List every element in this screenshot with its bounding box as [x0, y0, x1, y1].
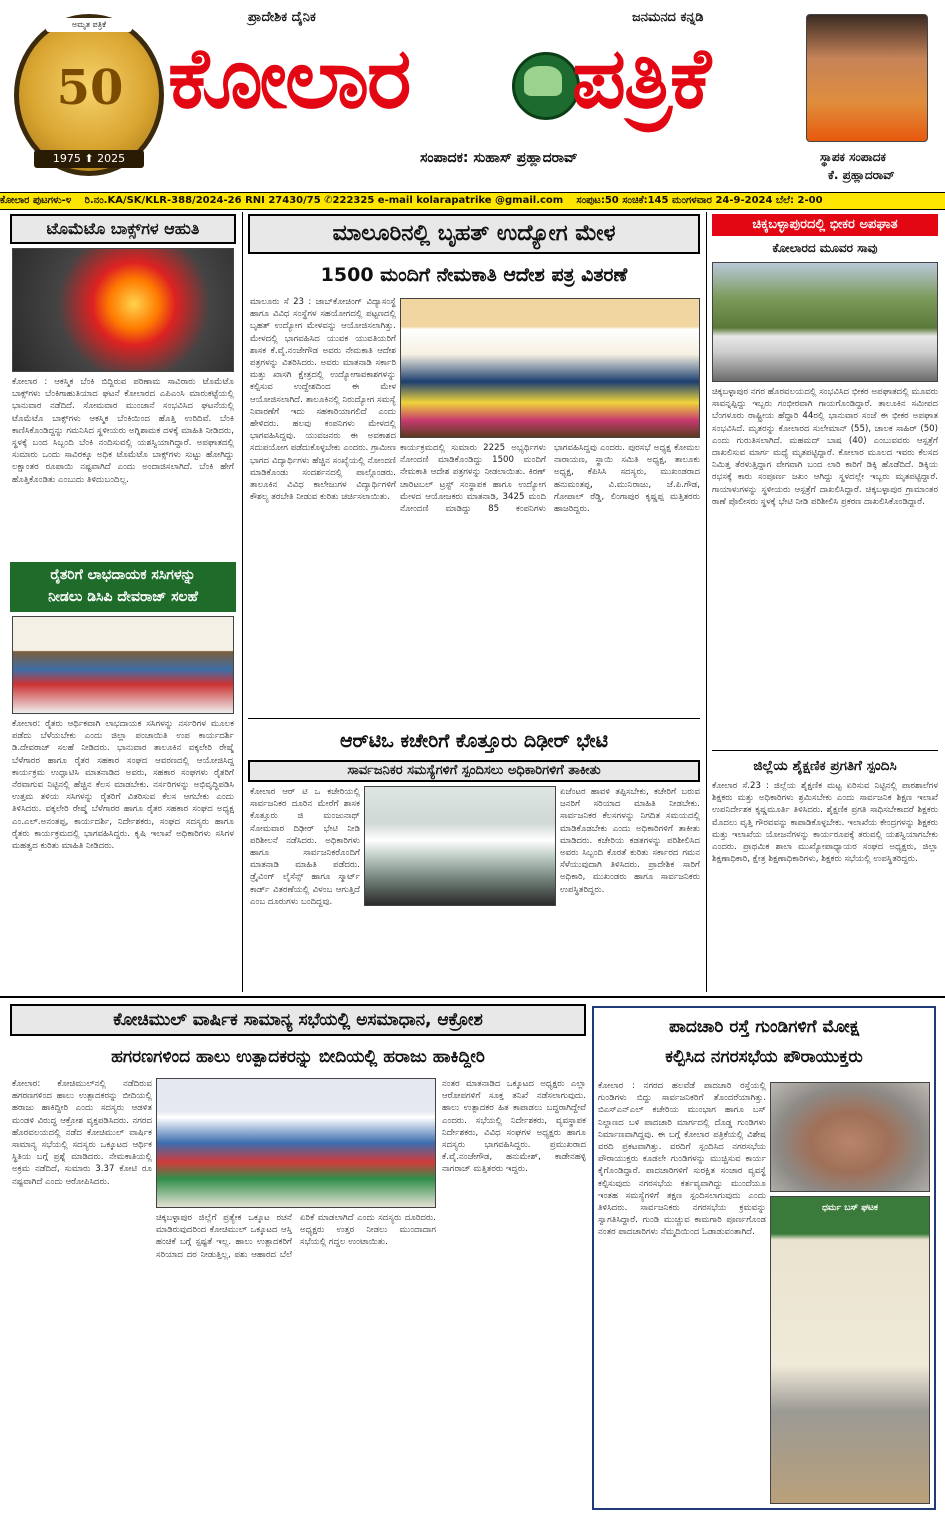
- logo-top-text: ಅಮೃತ ಪತ್ರಿಕೆ: [46, 18, 132, 32]
- mela-headline: ಮಾಲೂರಿನಲ್ಲಿ ಬೃಹತ್ ಉದ್ಯೋಗ ಮೇಳ: [248, 214, 700, 254]
- accident-subhead: ಕೋಲಾರದ ಮೂವರ ಸಾವು: [772, 241, 878, 255]
- tomato-body: ಕೋಲಾರ : ಆಕಸ್ಮಿಕ ಬೆಂಕಿ ಬಿದ್ದಿರುವ ಪರಿಣಾಮ ಸಾವಿರಾರು ಟೊಮೆಟೊ ಬಾಕ್ಸ್‌ಗಳು ಬೆಂಕಿಗಾಹುತಿಯಾದ ಘಟನೆ ಕೋಲಾರದ ಎಪಿಎಂಸಿ ಮಾರುಕಟ್ಟೆಯಲ್ಲಿ ಭಾನುವಾರ ನಡೆದಿದೆ. ಸೋಮವಾರ ಮುಂಜಾನೆ ಸಂಭವಿಸಿದ ಘಟನೆಯಲ್ಲಿ ಟೊಮೆಟೊ ಬಾಕ್ಸ್‌ಗಳು ಆಕಸ್ಮಿಕ ಬೆಂಕಿಯಿಂದ ಹೊತ್ತಿ ಉರಿದಿವೆ. ಬೆಂಕಿ ಕಾಣಿಸಿಕೊಂಡಿದ್ದನ್ನು ಗಮನಿಸಿದ ಸ್ಥಳೀಯರು ಅಗ್ನಿಶಾಮಕ ದಳಕ್ಕೆ ಮಾಹಿತಿ ನೀಡಿದರು, ಸ್ಥಳಕ್ಕೆ ಬಂದ ಸಿಬ್ಬಂದಿ ಬೆಂಕಿ ನಂದಿಸುವಲ್ಲಿ ಯಶಸ್ವಿಯಾಗಿದ್ದಾರೆ. ಅಪಘಾತದಲ್ಲಿ ಸುಮಾರು ಒಂದು ಸಾವಿರಕ್ಕೂ ಅಧಿಕ ಟೊಮೆಟೊ ಬಾಕ್ಸ್‌ಗಳು ಸುಟ್ಟು ಹೋಗಿದ್ದು ಲಕ್ಷಾಂತರ ರೂಪಾಯಿ ನಷ್ಟವಾಗಿದೆ ಎಂದು ಅಂದಾಜಿಸಲಾಗಿದೆ. ಬೆಂಕಿ ಹೇಗೆ ಹೊತ್ತಿಕೊಂಡಿತು ಎಂಬುದು ತಿಳಿದುಬಂದಿಲ್ಲ.: [12, 377, 234, 485]
- farmers-body: ಕೋಲಾರ: ರೈತರು ಆರ್ಥಿಕವಾಗಿ ಲಾಭದಾಯಕ ಸಸಿಗಳನ್ನು ನರ್ಸರಿಗಳ ಮೂಲಕ ಪಡೆದು ಬೆಳೆಯಬೇಕು ಎಂದು ಜಿಲ್ಲಾ ಪಂಚಾಯಿತಿ ಉಪ ಕಾರ್ಯದರ್ಶಿ ಡಿ.ದೇವರಾಜ್ ಸಲಹೆ ನೀಡಿದರು. ಭಾನುವಾರ ತಾಲೂಕಿನ ವಕ್ಕಲೇರಿ ರೇಷ್ಮೆ ಬೆಳೆಗಾರರ ಹಾಗೂ ರೈತರ ಸಹಕಾರ ಸಂಘದ ಆವರಣದಲ್ಲಿ ಆಯೋಜಿಸಿದ್ದ ಕಾರ್ಯಕ್ರಮ ಉದ್ಘಾಟಿಸಿ ಮಾತನಾಡಿದ ಅವರು, ಸಹಕಾರ ಸಂಘಗಳು ರೈತರಿಗೆ ನೆರವಾಗುವ ನಿಟ್ಟಿನಲ್ಲಿ ಹೆಚ್ಚಿನ ಕೆಲಸ ಮಾಡಬೇಕು. ನರ್ಸರಿಗಳನ್ನು ಅಭಿವೃದ್ಧಿಪಡಿಸಿ ಉತ್ತಮ ತಳಿಯ ಸಸಿಗಳನ್ನು ರೈತರಿಗೆ ವಿತರಿಸುವ ಕೆಲಸ ಆಗಬೇಕು ಎಂದು ತಿಳಿಸಿದರು. ವಕ್ಕಲೇರಿ ರೇಷ್ಮೆ ಬೆಳೆಗಾರರ ಹಾಗೂ ರೈತರ ಸಹಕಾರ ಸಂಘದ ಅಧ್ಯಕ್ಷ ಎಂ.ಎಲ್.ಅನಂತಪ್ಪ, ಕಾರ್ಯದರ್ಶಿ, ನಿರ್ದೇಶಕರು, ಸಂಘದ ಸದಸ್ಯರು ಹಾಗೂ ರೈತರು ಕಾರ್ಯಕ್ರಮದಲ್ಲಿ ಭಾಗವಹಿಸಿದ್ದರು. ಕೃಷಿ ಇಲಾಖೆ ಅಧಿಕಾರಿಗಳು ಸಸಿಗಳ ಮಹತ್ವದ ಕುರಿತು ಮಾಹಿತಿ ನೀಡಿದರು.: [12, 719, 234, 852]
- rto-subhead: ಸಾರ್ವಜನಿಕರ ಸಮಸ್ಯೆಗಳಿಗೆ ಸ್ಪಂದಿಸಲು ಅಧಿಕಾರಿಗಳಿಗೆ ತಾಕೀತು: [248, 760, 700, 782]
- tomato-headline: ಟೊಮೆಟೊ ಬಾಕ್ಸ್‌ಗಳ ಆಹುತಿ: [10, 214, 236, 244]
- logo-years: 1975 ⬆ 2025: [34, 150, 144, 168]
- farmers-headline-line1: ರೈತರಿಗೆ ಲಾಭದಾಯಕ ಸಸಿಗಳನ್ನು: [50, 567, 196, 583]
- mela-body-left: ಮಾಲೂರು ಸೆ 23 : ಜಾಬ್‌ಕೋಚಿಂಗ್ ವಿದ್ಯಾಸಂಸ್ಥೆ ಹಾಗೂ ವಿವಿಧ ಸಂಸ್ಥೆಗಳ ಸಹಯೋಗದಲ್ಲಿ ಪಟ್ಟಣದಲ್ಲಿ ಬೃಹತ್ ಉದ್ಯೋಗ ಮೇಳವನ್ನು ಆಯೋಜಿಸಲಾಗಿತ್ತು. ಮೇಳದಲ್ಲಿ ಭಾಗವಹಿಸಿದ ಯುವಕ ಯುವತಿಯರಿಗೆ ಶಾಸಕ ಕೆ.ವೈ.ನಂಜೇಗೌಡ ಅವರು ನೇಮಕಾತಿ ಆದೇಶ ಪತ್ರಗಳನ್ನು ವಿತರಿಸಿದರು. ಅವರು ಮಾತನಾಡಿ ಸರ್ಕಾರಿ ಮತ್ತು ಖಾಸಗಿ ಕ್ಷೇತ್ರದಲ್ಲಿ ಉದ್ಯೋಗಾವಕಾಶಗಳನ್ನು ಕಲ್ಪಿಸುವ ಉದ್ದೇಶದಿಂದ ಈ ಮೇಳ ಆಯೋಜಿಸಲಾಗಿದೆ. ತಾಲೂಕಿನಲ್ಲಿ ನಿರುದ್ಯೋಗ ಸಮಸ್ಯೆ ನಿವಾರಣೆಗೆ ಇದು ಸಹಕಾರಿಯಾಗಲಿದೆ ಎಂದು ಹೇಳಿದರು. ಹಲವು ಕಂಪನಿಗಳು ಮೇಳದಲ್ಲಿ ಭಾಗವಹಿಸಿದ್ದವು. ಯುವಜನರು ಈ ಅವಕಾಶದ ಸದುಪಯೋಗ ಪಡೆದುಕೊಳ್ಳಬೇಕು ಎಂದರು. ಗ್ರಾಮೀಣ ಭಾಗದ ವಿದ್ಯಾರ್ಥಿಗಳು ಹೆಚ್ಚಿನ ಸಂಖ್ಯೆಯಲ್ಲಿ ನೋಂದಣಿ ಮಾಡಿಕೊಂಡು ಸಂದರ್ಶನದಲ್ಲಿ ಪಾಲ್ಗೊಂಡರು. ತಾಲೂಕಿನ ವಿವಿಧ ಕಾಲೇಜುಗಳ ವಿದ್ಯಾರ್ಥಿಗಳಿಗೆ ಕೌಶಲ್ಯ ತರಬೇತಿ ನೀಡುವ ಕುರಿತು ಚರ್ಚಿಸಲಾಯಿತು.: [250, 297, 396, 503]
- masthead: [0, 0, 945, 192]
- accident-headline: ಚಿಕ್ಕಬಳ್ಳಾಪುರದಲ್ಲಿ ಭೀಕರ ಅಪಘಾತ: [712, 214, 938, 236]
- pages-count: ಕೋಲಾರ ಪುಟಗಳು-೪: [0, 195, 72, 206]
- fire-photo: [12, 248, 234, 372]
- kochimul-body-mid: ಚಿಕ್ಕಬಳ್ಳಾಪುರ ಜಿಲ್ಲೆಗೆ ಪ್ರತ್ಯೇಕ ಒಕ್ಕೂಟ ರಚನೆ ಮಾಡಿರುವುದರಿಂದ ಕೋಚಿಮುಲ್ ಒಕ್ಕೂಟದ ಆಸ್ತಿ ಹಂಚಿಕೆ ಬಗ್ಗೆ ಸ್ಪಷ್ಟತೆ ಇಲ್ಲ. ಹಾಲು ಉತ್ಪಾದಕರಿಗೆ ಸರಿಯಾದ ದರ ನೀಡುತ್ತಿಲ್ಲ, ಪಶು ಆಹಾರದ ಬೆಲೆ ಏರಿಕೆ ಮಾಡಲಾಗಿದೆ ಎಂದು ಸದಸ್ಯರು ದೂರಿದರು. ಅಧ್ಯಕ್ಷರು ಉತ್ತರ ನೀಡಲು ಮುಂದಾದಾಗ ಸಭೆಯಲ್ಲಿ ಗದ್ದಲ ಉಂಟಾಯಿತು.: [156, 1213, 436, 1260]
- founder-photo: [806, 14, 928, 142]
- rto-headline: ಆರ್‌ಟಿಒ ಕಚೇರಿಗೆ ಕೊತ್ತೂರು ದಿಢೀರ್ ಭೇಟಿ: [339, 730, 609, 752]
- subtitle-left: ಪ್ರಾದೇಶಿಕ ದೈನಿಕ: [248, 10, 316, 25]
- registration-line: ರಿ.ನಂ.KA/SK/KLR-388/2024-26 RNI 27430/75 ✆222325 e-mail kolarapatrike @gmail.com: [84, 195, 564, 206]
- farmers-headline-line2: ನೀಡಲು ಡಿಸಿಪಿ ದೇವರಾಜ್ ಸಲಹೆ: [48, 589, 198, 605]
- founder-name: ಕೆ. ಪ್ರಹ್ಲಾದರಾವ್: [828, 168, 895, 182]
- rto-body-right: ಏಜೆಂಟರ ಹಾವಳಿ ತಪ್ಪಿಸಬೇಕು, ಕಚೇರಿಗೆ ಬರುವ ಜನರಿಗೆ ಸರಿಯಾದ ಮಾಹಿತಿ ನೀಡಬೇಕು. ಸಾರ್ವಜನಿಕರ ಕೆಲಸಗಳನ್ನು ನಿಗದಿತ ಸಮಯದಲ್ಲಿ ಮಾಡಿಕೊಡಬೇಕು ಎಂದು ಅಧಿಕಾರಿಗಳಿಗೆ ತಾಕೀತು ಮಾಡಿದರು. ಕಚೇರಿಯ ಕಡತಗಳನ್ನು ಪರಿಶೀಲಿಸಿದ ಅವರು ಸಿಬ್ಬಂದಿ ಕೊರತೆ ಕುರಿತು ಸರ್ಕಾರದ ಗಮನ ಸೆಳೆಯುವುದಾಗಿ ತಿಳಿಸಿದರು. ಪ್ರಾದೇಶಿಕ ಸಾರಿಗೆ ಅಧಿಕಾರಿ, ಮುಖಂಡರು ಹಾಗೂ ಸಾರ್ವಜನಿಕರು ಉಪಸ್ಥಿತರಿದ್ದರು.: [560, 787, 700, 895]
- education-headline: ಜಿಲ್ಲೆಯ ಶೈಕ್ಷಣಿಕ ಪ್ರಗತಿಗೆ ಸ್ಪಂದಿಸಿ: [753, 758, 897, 774]
- mela-body-right: ಕಾರ್ಯಕ್ರಮದಲ್ಲಿ ಸುಮಾರು 2225 ಅಭ್ಯರ್ಥಿಗಳು ನೋಂದಣಿ ಮಾಡಿಕೊಂಡಿದ್ದು 1500 ಮಂದಿಗೆ ನೇಮಕಾತಿ ಆದೇಶ ಪತ್ರಗಳನ್ನು ನೀಡಲಾಯಿತು. ಕಿರಣ್ ಚಾರಿಟಬಲ್ ಟ್ರಸ್ಟ್ ಸಂಸ್ಥಾಪಕ ಹಾಗೂ ಉದ್ಯೋಗ ಮೇಳದ ಆಯೋಜಕರು ಮಾತನಾಡಿ, 3425 ಮಂದಿ ನೋಂದಣಿ ಮಾಡಿದ್ದು 85 ಕಂಪನಿಗಳು ಭಾಗವಹಿಸಿದ್ದವು ಎಂದರು. ಪುರಸಭೆ ಅಧ್ಯಕ್ಷ ಕೋಮಲ ನಾರಾಯಣ, ಸ್ಥಾಯಿ ಸಮಿತಿ ಅಧ್ಯಕ್ಷ, ತಾಲೂಕು ಅಧ್ಯಕ್ಷ, ಕೆಪಿಸಿಸಿ ಸದಸ್ಯರು, ಮುಖಂಡರಾದ ಹನುಮಂತಪ್ಪ, ವಿ.ಮುನಿರಾಜು, ಜೆ.ಪಿ.ಗೌಡ, ಗೋಪಾಲ್ ರೆಡ್ಡಿ, ಲಿಂಗಾಪುರ ಕೃಷ್ಣಪ್ಪ ಮತ್ತಿತರರು ಹಾಜರಿದ್ದರು.: [400, 443, 700, 515]
- accident-photo: [712, 262, 938, 382]
- footpath-photo-before: [770, 1082, 930, 1192]
- footpath-body: ಕೋಲಾರ : ನಗರದ ಹಲವೆಡೆ ಪಾದಚಾರಿ ರಸ್ತೆಯಲ್ಲಿ ಗುಂಡಿಗಳು ಬಿದ್ದು ಸಾರ್ವಜನಿಕರಿಗೆ ತೊಂದರೆಯಾಗಿತ್ತು. ಬಿಎಸ್‌ಎನ್‌ಎಲ್ ಕಚೇರಿಯ ಮುಂಭಾಗ ಹಾಗೂ ಬಸ್ ನಿಲ್ದಾಣದ ಬಳಿ ಪಾದಚಾರಿ ಮಾರ್ಗದಲ್ಲಿ ದೊಡ್ಡ ಗುಂಡಿಗಳು ನಿರ್ಮಾಣವಾಗಿದ್ದವು. ಈ ಬಗ್ಗೆ ಕೋಲಾರ ಪತ್ರಿಕೆಯಲ್ಲಿ ವಿಶೇಷ ವರದಿ ಪ್ರಕಟವಾಗಿತ್ತು. ವರದಿಗೆ ಸ್ಪಂದಿಸಿದ ನಗರಸಭೆಯ ಪೌರಾಯುಕ್ತರು ಕೂಡಲೇ ಗುಂಡಿಗಳನ್ನು ಮುಚ್ಚಿಸುವ ಕಾರ್ಯ ಕೈಗೊಂಡಿದ್ದಾರೆ. ಪಾದಚಾರಿಗಳಿಗೆ ಸುರಕ್ಷಿತ ಸಂಚಾರ ವ್ಯವಸ್ಥೆ ಕಲ್ಪಿಸುವುದು ನಗರಸಭೆಯ ಕರ್ತವ್ಯವಾಗಿದ್ದು ಮುಂದೆಯೂ ಇಂತಹ ಸಮಸ್ಯೆಗಳಿಗೆ ತಕ್ಷಣ ಸ್ಪಂದಿಸಲಾಗುವುದು ಎಂದು ತಿಳಿಸಿದರು. ಸಾರ್ವಜನಿಕರು ನಗರಸಭೆಯ ಕ್ರಮವನ್ನು ಸ್ವಾಗತಿಸಿದ್ದಾರೆ. ಗುಂಡಿ ಮುಚ್ಚುವ ಕಾಮಗಾರಿ ಪೂರ್ಣಗೊಂಡ ನಂತರ ಪಾದಚಾರಿಗಳು ನೆಮ್ಮದಿಯಿಂದ ಓಡಾಡುವಂತಾಗಿದೆ.: [598, 1081, 766, 1238]
- issue-details: ಸಂಪುಟ:50 ಸಂಚಿಕೆ:145 ಮಂಗಳವಾರ 24-9-2024 ಬೆಲೆ: 2-00: [576, 195, 823, 206]
- kochimul-headline: ಕೋಚಿಮುಲ್ ವಾರ್ಷಿಕ ಸಾಮಾನ್ಯ ಸಭೆಯಲ್ಲಿ ಅಸಮಾಧಾನ, ಆಕ್ರೋಶ: [10, 1004, 586, 1036]
- mela-photo: [400, 298, 700, 438]
- section-rule: [712, 750, 938, 751]
- column-rule: [706, 212, 707, 992]
- education-body: ಕೋಲಾರ ಸೆ.23 : ಜಿಲ್ಲೆಯ ಶೈಕ್ಷಣಿಕ ಮಟ್ಟ ಏರಿಸುವ ನಿಟ್ಟಿನಲ್ಲಿ ಪಾಠಶಾಲೆಗಳ ಶಿಕ್ಷಕರು ಮತ್ತು ಅಧಿಕಾರಿಗಳು ಶ್ರಮಿಸಬೇಕು ಎಂದು ಸಾರ್ವಜನಿಕ ಶಿಕ್ಷಣ ಇಲಾಖೆ ಉಪನಿರ್ದೇಶಕ ಕೃಷ್ಣಮೂರ್ತಿ ತಿಳಿಸಿದರು. ಶೈಕ್ಷಣಿಕ ಪ್ರಗತಿ ಸಾಧಿಸಬೇಕಾದರೆ ಶಿಕ್ಷಕರು ಮೊದಲು ವೃತ್ತಿ ಗೌರವವನ್ನು ಕಾಪಾಡಿಕೊಳ್ಳಬೇಕು. ಇಲಾಖೆಯ ಕೇಂದ್ರಗಳನ್ನು ಶಿಕ್ಷಕರು ಮತ್ತು ಇಲಾಖೆಯ ಯೋಜನೆಗಳನ್ನು ಕಾರ್ಯರೂಪಕ್ಕೆ ತರುವಲ್ಲಿ ಯಶಸ್ವಿಯಾಗಬೇಕು ಎಂದರು. ಪ್ರಾಥಮಿಕ ಶಾಲಾ ಮುಖ್ಯೋಪಾಧ್ಯಾಯರ ಸಂಘದ ಅಧ್ಯಕ್ಷರು, ಜಿಲ್ಲಾ ಶಿಕ್ಷಣಾಧಿಕಾರಿ, ಕ್ಷೇತ್ರ ಶಿಕ್ಷಣಾಧಿಕಾರಿಗಳು, ಶಿಕ್ಷಕರು ಸಭೆಯಲ್ಲಿ ಉಪಸ್ಥಿತರಿದ್ದರು.: [712, 781, 938, 865]
- rto-photo: [364, 786, 556, 906]
- kochimul-photo: [156, 1078, 436, 1208]
- kochimul-body-left: ಕೋಲಾರ: ಕೋಚಿಮುಲ್‌ನಲ್ಲಿ ನಡೆದಿರುವ ಹಗರಣಗಳಿಂದ ಹಾಲು ಉತ್ಪಾದಕರನ್ನು ಬೀದಿಯಲ್ಲಿ ಹರಾಜು ಹಾಕಿದ್ದೀರಿ ಎಂದು ಸದಸ್ಯರು ಆಡಳಿತ ಮಂಡಳಿ ವಿರುದ್ಧ ಆಕ್ರೋಶ ವ್ಯಕ್ತಪಡಿಸಿದರು. ನಗರದ ಹೊರವಲಯದಲ್ಲಿ ನಡೆದ ಕೋಚಿಮುಲ್ ವಾರ್ಷಿಕ ಸಾಮಾನ್ಯ ಸಭೆಯಲ್ಲಿ ಸದಸ್ಯರು ಒಕ್ಕೂಟದ ಆರ್ಥಿಕ ಸ್ಥಿತಿಯ ಬಗ್ಗೆ ಪ್ರಶ್ನೆ ಮಾಡಿದರು. ನೇಮಕಾತಿಯಲ್ಲಿ ಅಕ್ರಮ ನಡೆದಿದೆ, ಸುಮಾರು 3.37 ಕೋಟಿ ರೂ ನಷ್ಟವಾಗಿದೆ ಎಂದು ಆರೋಪಿಸಿದರು.: [12, 1079, 152, 1187]
- emblem-inner: [524, 66, 562, 96]
- bus-depot-sign: ಧರ್ಮ ಬಸ್ ಘಟಕ: [822, 1203, 878, 1213]
- farmers-headline: [10, 562, 236, 612]
- footpath-headline-line1: ಪಾದಚಾರಿ ರಸ್ತೆ ಗುಂಡಿಗಳಿಗೆ ಮೋಕ್ಷ: [668, 1017, 860, 1037]
- kochimul-body-right: ನಂತರ ಮಾತನಾಡಿದ ಒಕ್ಕೂಟದ ಅಧ್ಯಕ್ಷರು ಎಲ್ಲಾ ಆರೋಪಗಳಿಗೆ ಸೂಕ್ತ ತನಿಖೆ ನಡೆಸಲಾಗುವುದು. ಹಾಲು ಉತ್ಪಾದಕರ ಹಿತ ಕಾಪಾಡಲು ಬದ್ಧರಾಗಿದ್ದೇವೆ ಎಂದರು. ಸಭೆಯಲ್ಲಿ ನಿರ್ದೇಶಕರು, ವ್ಯವಸ್ಥಾಪಕ ನಿರ್ದೇಶಕರು, ವಿವಿಧ ಸಂಘಗಳ ಅಧ್ಯಕ್ಷರು ಹಾಗೂ ಸದಸ್ಯರು ಭಾಗವಹಿಸಿದ್ದರು. ಪ್ರಮುಖರಾದ ಕೆ.ವೈ.ನಂಜೇಗೌಡ, ಹನುಮೇಶ್, ಕಾಡೇನಹಳ್ಳಿ ನಾಗರಾಜ್ ಮತ್ತಿತರರು ಇದ್ದರು.: [442, 1079, 586, 1175]
- section-rule: [0, 996, 945, 998]
- footpath-photo-after: [770, 1196, 930, 1504]
- title-part2: ಪತ್ರಿಕೆ: [572, 29, 710, 127]
- accident-body: ಚಿಕ್ಕಬಳ್ಳಾಪುರ ನಗರ ಹೊರವಲಯದಲ್ಲಿ ಸಂಭವಿಸಿದ ಭೀಕರ ಅಪಘಾತದಲ್ಲಿ ಮೂವರು ಸಾವನ್ನಪ್ಪಿದ್ದು ಇಬ್ಬರು ಗಂಭೀರವಾಗಿ ಗಾಯಗೊಂಡಿದ್ದಾರೆ. ತಾಲೂಕಿನ ಸಮೀಪದ ಬೆಂಗಳೂರು ರಾಷ್ಟ್ರೀಯ ಹೆದ್ದಾರಿ 44ರಲ್ಲಿ ಭಾನುವಾರ ಸಂಜೆ ಈ ಭೀಕರ ಅಪಘಾತ ಸಂಭವಿಸಿದೆ. ಮೃತರನ್ನು ಕೋಲಾರದ ಸುಲೇಮಾನ್ (55), ಚಾಲಕ ಸಾಹಿರ್ (50) ಎಂದು ಗುರುತಿಸಲಾಗಿದೆ. ಮಹಮದ್ ಬಾಷ (40) ಎಂಬುವವರು ಆಸ್ಪತ್ರೆಗೆ ದಾಖಲಿಸುವ ಮಾರ್ಗ ಮಧ್ಯೆ ಮೃತಪಟ್ಟಿದ್ದಾರೆ. ಕೋಲಾರ ಮೂಲದ ಇವರು ಕೆಲಸದ ನಿಮಿತ್ತ ತೆರಳುತ್ತಿದ್ದಾಗ ವೇಗವಾಗಿ ಬಂದ ಲಾರಿ ಕಾರಿಗೆ ಡಿಕ್ಕಿ ಹೊಡೆದಿದೆ. ಡಿಕ್ಕಿಯ ರಭಸಕ್ಕೆ ಕಾರು ಸಂಪೂರ್ಣ ಜಖಂ ಆಗಿದ್ದು ಸ್ಥಳದಲ್ಲೇ ಇಬ್ಬರು ಮೃತಪಟ್ಟಿದ್ದಾರೆ. ಗಾಯಾಳುಗಳನ್ನು ಸ್ಥಳೀಯರು ಆಸ್ಪತ್ರೆಗೆ ದಾಖಲಿಸಿದ್ದಾರೆ. ಚಿಕ್ಕಬಳ್ಳಾಪುರ ಗ್ರಾಮಾಂತರ ಠಾಣೆ ಪೊಲೀಸರು ಸ್ಥಳಕ್ಕೆ ಭೇಟಿ ನೀಡಿ ಪರಿಶೀಲಿಸಿ ಪ್ರಕರಣ ದಾಖಲಿಸಿಕೊಂಡಿದ್ದಾರೆ.: [712, 387, 938, 507]
- subtitle-right: ಜನಮನದ ಕನ್ನಡಿ: [632, 10, 704, 25]
- footpath-headline-line2: ಕಲ್ಪಿಸಿದ ನಗರಸಭೆಯ ಪೌರಾಯುಕ್ತರು: [665, 1047, 863, 1067]
- column-rule: [242, 212, 243, 992]
- logo-number: 50: [56, 60, 124, 116]
- editor-line: ಸಂಪಾದಕ: ಸುಹಾಸ್ ಪ್ರಹ್ಲಾದರಾವ್: [420, 150, 578, 166]
- kochimul-subhead: ಹಗರಣಗಳಿಂದ ಹಾಲು ಉತ್ಪಾದಕರನ್ನು ಬೀದಿಯಲ್ಲಿ ಹರಾಜು ಹಾಕಿದ್ದೀರಿ: [111, 1047, 485, 1067]
- founder-role: ಸ್ಥಾಪಕ ಸಂಪಾದಕ: [820, 150, 886, 164]
- section-rule: [248, 718, 700, 719]
- title-part1: ಕೋಲಾರ: [168, 29, 410, 127]
- rto-body-left: ಕೋಲಾರ ಆರ್ ಟಿ ಒ ಕಚೇರಿಯಲ್ಲಿ ಸಾರ್ವಜನಿಕರ ದೂರಿನ ಮೇರೆಗೆ ಶಾಸಕ ಕೊತ್ತೂರು ಜಿ ಮಂಜುನಾಥ್ ಸೋಮವಾರ ದಿಢೀರ್ ಭೇಟಿ ನೀಡಿ ಪರಿಶೀಲನೆ ನಡೆಸಿದರು. ಅಧಿಕಾರಿಗಳು ಹಾಗೂ ಸಾರ್ವಜನಿಕರೊಂದಿಗೆ ಮಾತನಾಡಿ ಮಾಹಿತಿ ಪಡೆದರು. ಡ್ರೈವಿಂಗ್ ಲೈಸೆನ್ಸ್ ಹಾಗೂ ಸ್ಮಾರ್ಟ್ ಕಾರ್ಡ್ ವಿತರಣೆಯಲ್ಲಿ ವಿಳಂಬ ಆಗುತ್ತಿದೆ ಎಂಬ ದೂರುಗಳು ಬಂದಿದ್ದವು.: [250, 787, 360, 907]
- footpath-headline: [598, 1012, 930, 1076]
- farmers-photo: [12, 616, 234, 714]
- issue-info-bar: [0, 192, 945, 210]
- mela-subhead: 1500 ಮಂದಿಗೆ ನೇಮಕಾತಿ ಆದೇಶ ಪತ್ರ ವಿತರಣೆ: [320, 264, 628, 286]
